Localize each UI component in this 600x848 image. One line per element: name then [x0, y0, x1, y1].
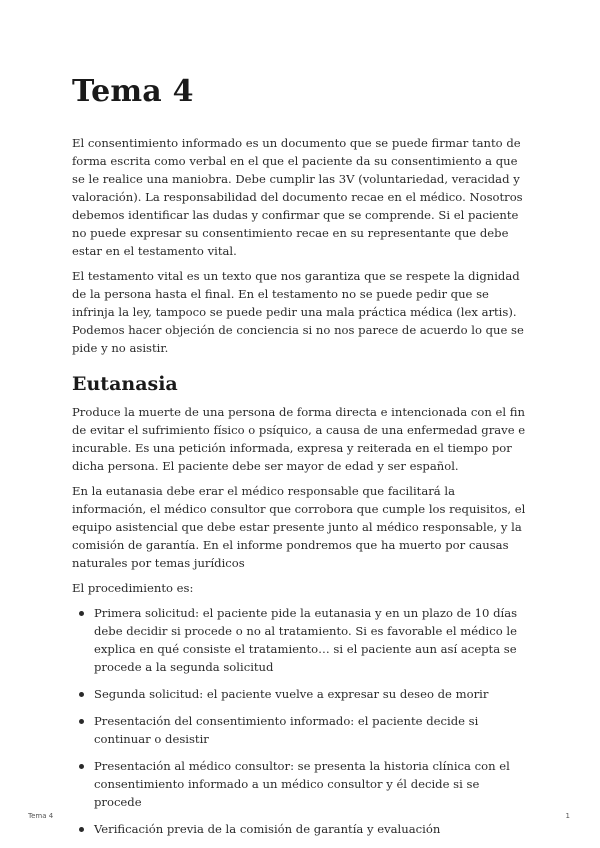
paragraph-procedimiento-intro: El procedimiento es:: [72, 581, 194, 595]
document-title: Tema 4: [72, 74, 194, 109]
list-item: [72, 685, 530, 703]
bullet-icon: [79, 764, 84, 769]
bullet-icon: [79, 827, 84, 832]
section-heading-eutanasia: Eutanasia: [72, 373, 178, 395]
paragraph-eutanasia-roles: En la eutanasia debe erar el médico responsable que facilitará la información, el médico consultor que corrobora que cumple los requisitos, el equipo asistencial que debe estar presente junto al médico responsable, y la comisión de garantía. En el informe pondremos que ha muerto por causas naturales por temas jurídicos: [72, 484, 526, 570]
bullet-icon: [79, 692, 84, 697]
list-item-text: Segunda solicitud: el paciente vuelve a expresar su deseo de morir: [94, 687, 489, 701]
paragraph-consentimiento: El consentimiento informado es un documento que se puede firmar tanto de forma escrita como verbal en el que el paciente da su consentimiento a que se le realice una maniobra. Debe cumplir las 3V (voluntariedad, veracidad y valoración). La responsabilidad del documento recae en el médico. Nosotros debemos identificar las dudas y confirmar que se comprende. Si el paciente no puede expresar su consentimiento recae en su representante que debe estar en el testamento vital.: [72, 136, 523, 258]
list-item-text: Primera solicitud: el paciente pide la eutanasia y en un plazo de 10 días debe decidir si procede o no al tratamiento. Si es favorable el médico le explica en qué consiste el tratamiento… si el paciente aun así acepta se procede a la segunda solicitud: [94, 606, 518, 674]
bullet-icon: [79, 611, 84, 616]
paragraph-eutanasia-definition: Produce la muerte de una persona de forma directa e intencionada con el fin de evitar el sufrimiento físico o psíquico, a causa de una enfermedad grave e incurable. Es una petición informada, expresa y reiterada en el tiempo por dicha persona. El paciente debe ser mayor de edad y ser español.: [72, 405, 526, 473]
list-item: [72, 712, 530, 748]
list-item: [72, 820, 530, 838]
list-item: [72, 604, 530, 676]
footer-title: Tema 4: [28, 812, 54, 820]
bullet-icon: [79, 719, 84, 724]
paragraph-testamento: El testamento vital es un texto que nos garantiza que se respete la dignidad de la persona hasta el final. En el testamento no se puede pedir que se infrinja la ley, tampoco se puede pedir una mala práctica médica (lex artis). Podemos hacer objeción de conciencia si no nos parece de acuerdo lo que se pide y no asistir.: [72, 269, 524, 355]
list-item-text: Presentación al médico consultor: se presenta la historia clínica con el consentimiento informado a un médico consultor y él decide si se procede: [94, 759, 510, 809]
list-item: [72, 757, 530, 811]
footer-page-number: 1: [565, 812, 570, 820]
list-item-text: Presentación del consentimiento informado: el paciente decide si continuar o desistir: [94, 714, 479, 746]
document-page: [72, 72, 530, 847]
procedure-list: [72, 604, 530, 838]
list-item-text: Verificación previa de la comisión de garantía y evaluación: [94, 822, 441, 836]
